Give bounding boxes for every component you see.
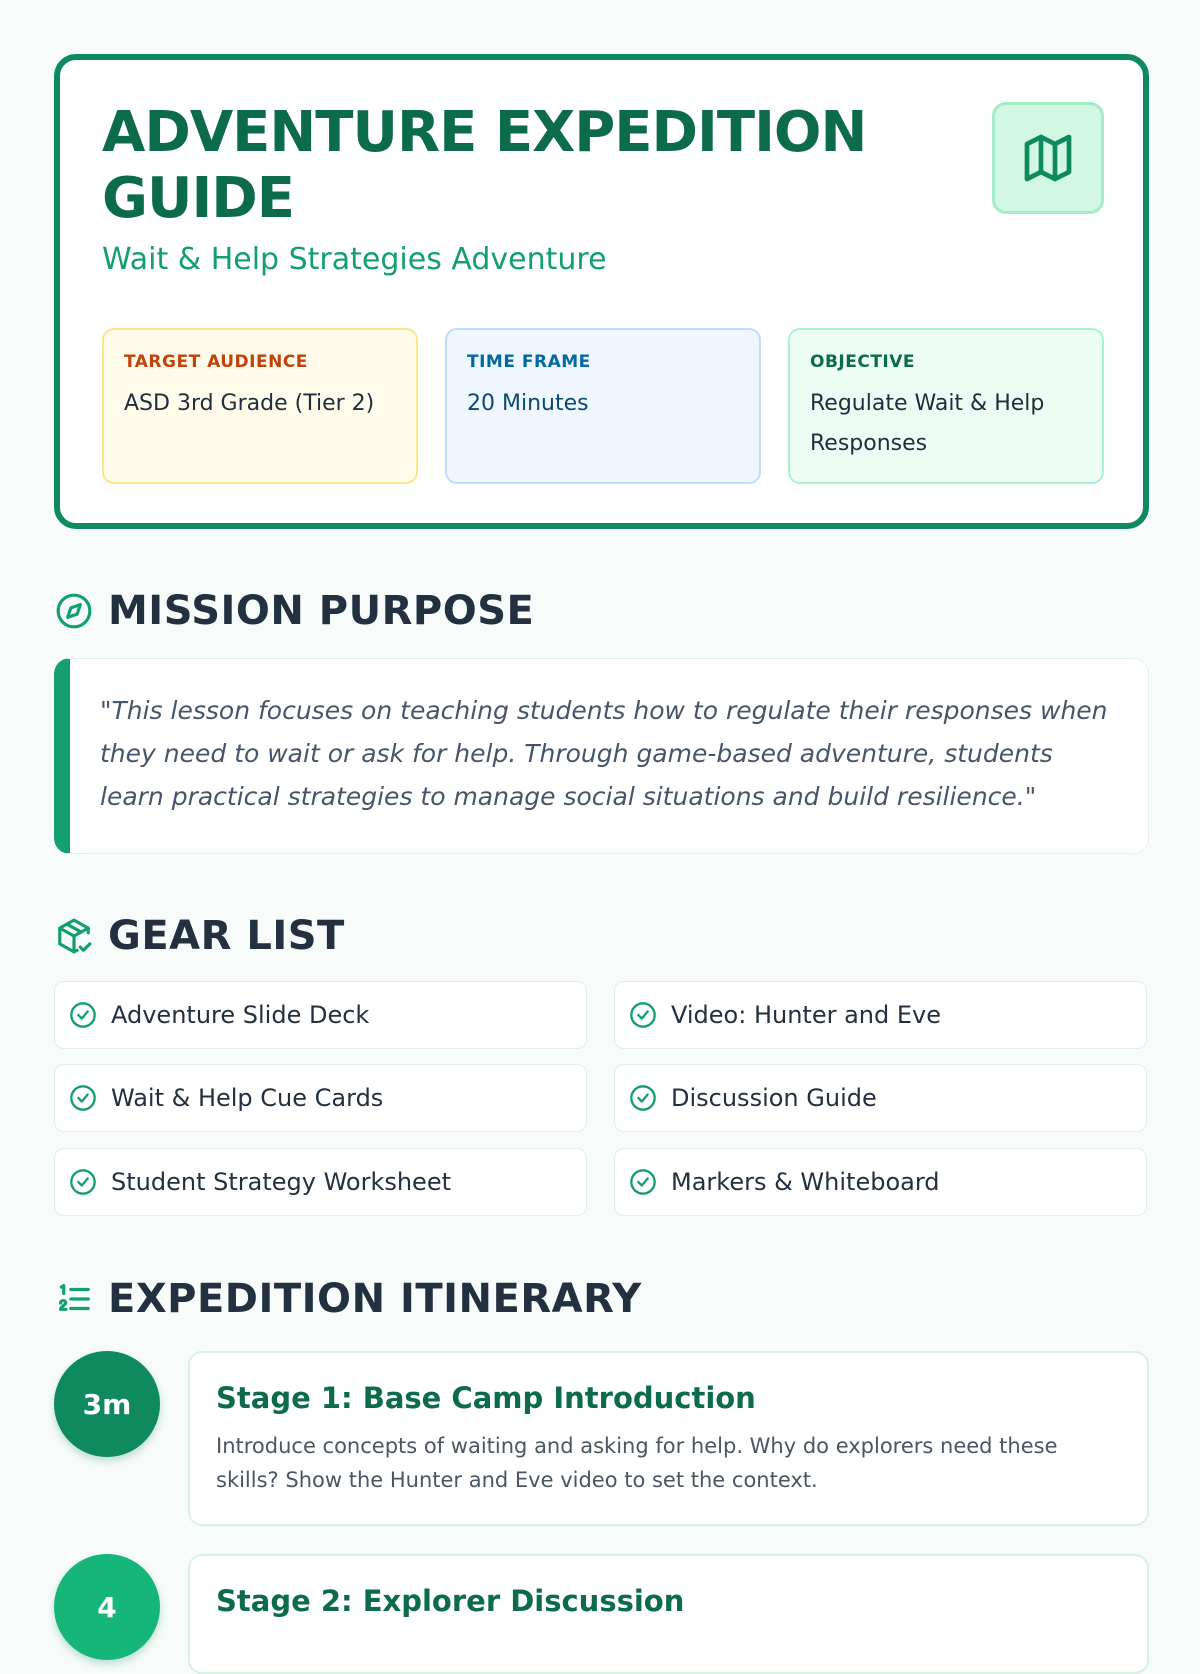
gear-item xyxy=(614,981,1147,1049)
stage-title: Stage 2: Explorer Discussion xyxy=(216,1584,685,1618)
info-value: ASD 3rd Grade (Tier 2) xyxy=(124,391,375,416)
info-target-audience xyxy=(102,328,418,484)
info-label: OBJECTIVE xyxy=(810,352,916,372)
stage-description: Introduce concepts of waiting and asking for help. Why do explorers need these skills? Show the Hunter and Eve video to set the context. xyxy=(216,1434,1058,1492)
section-title: EXPEDITION ITINERARY xyxy=(108,1276,642,1322)
check-circle-icon xyxy=(69,1168,97,1196)
section-title: GEAR LIST xyxy=(108,913,345,959)
mission-heading xyxy=(54,588,534,634)
numbered-list-icon xyxy=(54,1279,94,1319)
info-label: TIME FRAME xyxy=(467,352,591,372)
check-circle-icon xyxy=(629,1168,657,1196)
gear-item xyxy=(614,1064,1147,1132)
page-subtitle: Wait & Help Strategies Adventure xyxy=(102,242,607,277)
mission-quote-card xyxy=(54,658,1149,854)
header-card xyxy=(54,54,1149,529)
gear-item-label: Markers & Whiteboard xyxy=(671,1168,940,1196)
gear-item xyxy=(54,1064,587,1132)
compass-icon xyxy=(54,591,94,631)
stage-card xyxy=(188,1351,1149,1526)
map-icon xyxy=(992,102,1104,214)
gear-item-label: Wait & Help Cue Cards xyxy=(111,1084,384,1112)
info-objective xyxy=(788,328,1104,484)
gear-item xyxy=(54,981,587,1049)
check-circle-icon xyxy=(629,1001,657,1029)
check-circle-icon xyxy=(629,1084,657,1112)
stage-card xyxy=(188,1554,1149,1674)
gear-item xyxy=(54,1148,587,1216)
gear-item-label: Student Strategy Worksheet xyxy=(111,1168,451,1196)
info-value: Regulate Wait & Help Responses xyxy=(810,391,1045,456)
info-label: TARGET AUDIENCE xyxy=(124,352,308,372)
check-circle-icon xyxy=(69,1001,97,1029)
gear-item-label: Adventure Slide Deck xyxy=(111,1001,370,1029)
stage-title: Stage 1: Base Camp Introduction xyxy=(216,1381,756,1415)
gear-item xyxy=(614,1148,1147,1216)
mission-quote: "This lesson focuses on teaching students how to regulate their responses when they need to wait or ask for help. Through game-based adventure, students learn practical strategies to manage social situations and build resilience." xyxy=(100,696,1108,811)
page-title: ADVENTURE EXPEDITION GUIDE xyxy=(102,100,867,231)
gear-heading xyxy=(54,913,345,959)
package-check-icon xyxy=(54,916,94,956)
stage-time-badge: 4 xyxy=(54,1554,160,1660)
section-title: MISSION PURPOSE xyxy=(108,588,535,634)
gear-item-label: Discussion Guide xyxy=(671,1084,877,1112)
check-circle-icon xyxy=(69,1084,97,1112)
itinerary-heading xyxy=(54,1276,642,1322)
stage-time-badge: 3m xyxy=(54,1351,160,1457)
gear-item-label: Video: Hunter and Eve xyxy=(671,1001,942,1029)
info-time-frame xyxy=(445,328,761,484)
info-value: 20 Minutes xyxy=(467,391,589,416)
